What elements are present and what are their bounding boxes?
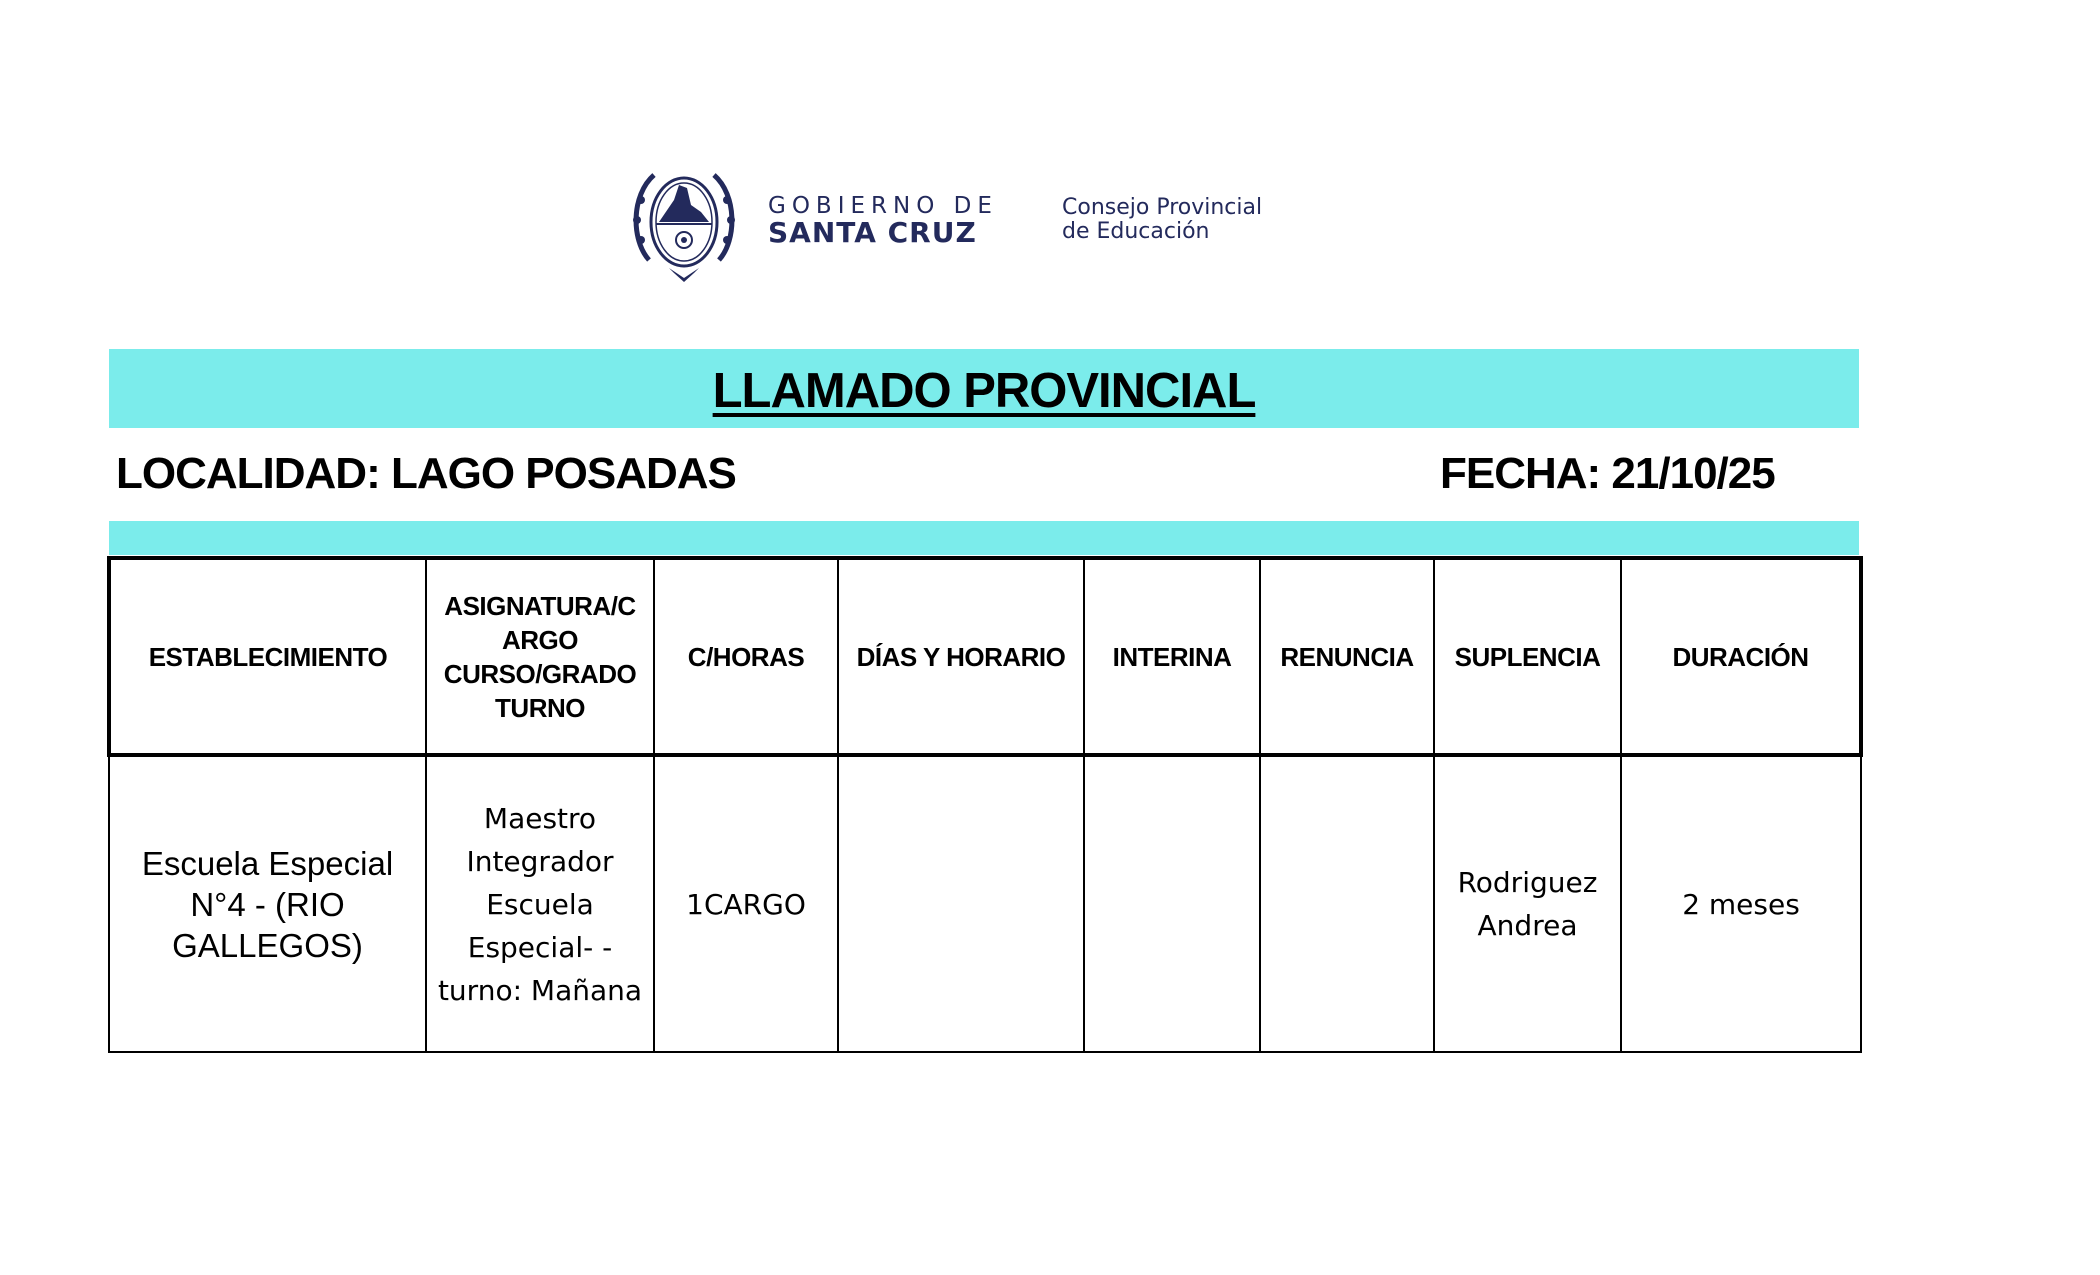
- column-header-line: CURSO/GRADO: [443, 658, 637, 689]
- column-header-line: ASIGNATURA/C: [444, 590, 636, 621]
- header-logo: [629, 160, 1309, 285]
- cell-line: Especial- -: [467, 930, 613, 964]
- cell-renuncia: [1260, 755, 1434, 1052]
- council-name: [1062, 196, 1262, 244]
- table-row: [109, 755, 1861, 1052]
- column-header-interina: INTERINA: [1084, 558, 1260, 755]
- cell-line: GALLEGOS): [172, 926, 363, 964]
- government-name-line1: GOBIERNO DE: [768, 193, 998, 219]
- santa-cruz-coat-of-arms-icon: [629, 160, 739, 285]
- column-header-establecimiento: ESTABLECIMIENTO: [109, 558, 426, 755]
- cell-asignatura: [426, 755, 654, 1052]
- column-header-dias-horario: DÍAS Y HORARIO: [838, 558, 1084, 755]
- column-header-duracion: DURACIÓN: [1621, 558, 1861, 755]
- column-header-suplencia: SUPLENCIA: [1434, 558, 1621, 755]
- cell-line: Rodriguez: [1457, 866, 1598, 899]
- column-header-c-horas: C/HORAS: [654, 558, 838, 755]
- positions-table: [107, 556, 1863, 1053]
- column-header-line: ARGO: [502, 624, 578, 655]
- page-title-text: LLAMADO PROVINCIAL: [712, 364, 1256, 418]
- cell-duracion: 2 meses: [1621, 755, 1861, 1052]
- cell-dias-horario: [838, 755, 1084, 1052]
- separator-band: [109, 521, 1859, 555]
- cell-interina: [1084, 755, 1260, 1052]
- table-header-row: [109, 558, 1861, 755]
- council-name-line2: de Educación: [1062, 219, 1210, 244]
- cell-line: N°4 - (RIO: [190, 885, 345, 923]
- cell-line: Maestro: [483, 801, 597, 835]
- council-name-line1: Consejo Provincial: [1062, 195, 1263, 220]
- localidad-label: LOCALIDAD: LAGO POSADAS: [116, 449, 736, 498]
- page-title: [109, 363, 1859, 419]
- cell-line: turno: Mañana: [437, 973, 643, 1007]
- column-header-renuncia: RENUNCIA: [1260, 558, 1434, 755]
- cell-line: Escuela: [486, 887, 594, 921]
- cell-line: Escuela Especial: [141, 844, 394, 882]
- column-header-line: TURNO: [495, 692, 585, 723]
- fecha-label: FECHA: 21/10/25: [1440, 449, 1775, 498]
- column-header-asignatura: [426, 558, 654, 755]
- cell-suplencia: [1434, 755, 1621, 1052]
- cell-establecimiento: [109, 755, 426, 1052]
- title-band: [109, 349, 1859, 428]
- cell-line: Integrador: [466, 844, 614, 878]
- government-name-line2: SANTA CRUZ: [768, 216, 977, 249]
- cell-line: Andrea: [1477, 909, 1578, 942]
- cell-c-horas: 1CARGO: [654, 755, 838, 1052]
